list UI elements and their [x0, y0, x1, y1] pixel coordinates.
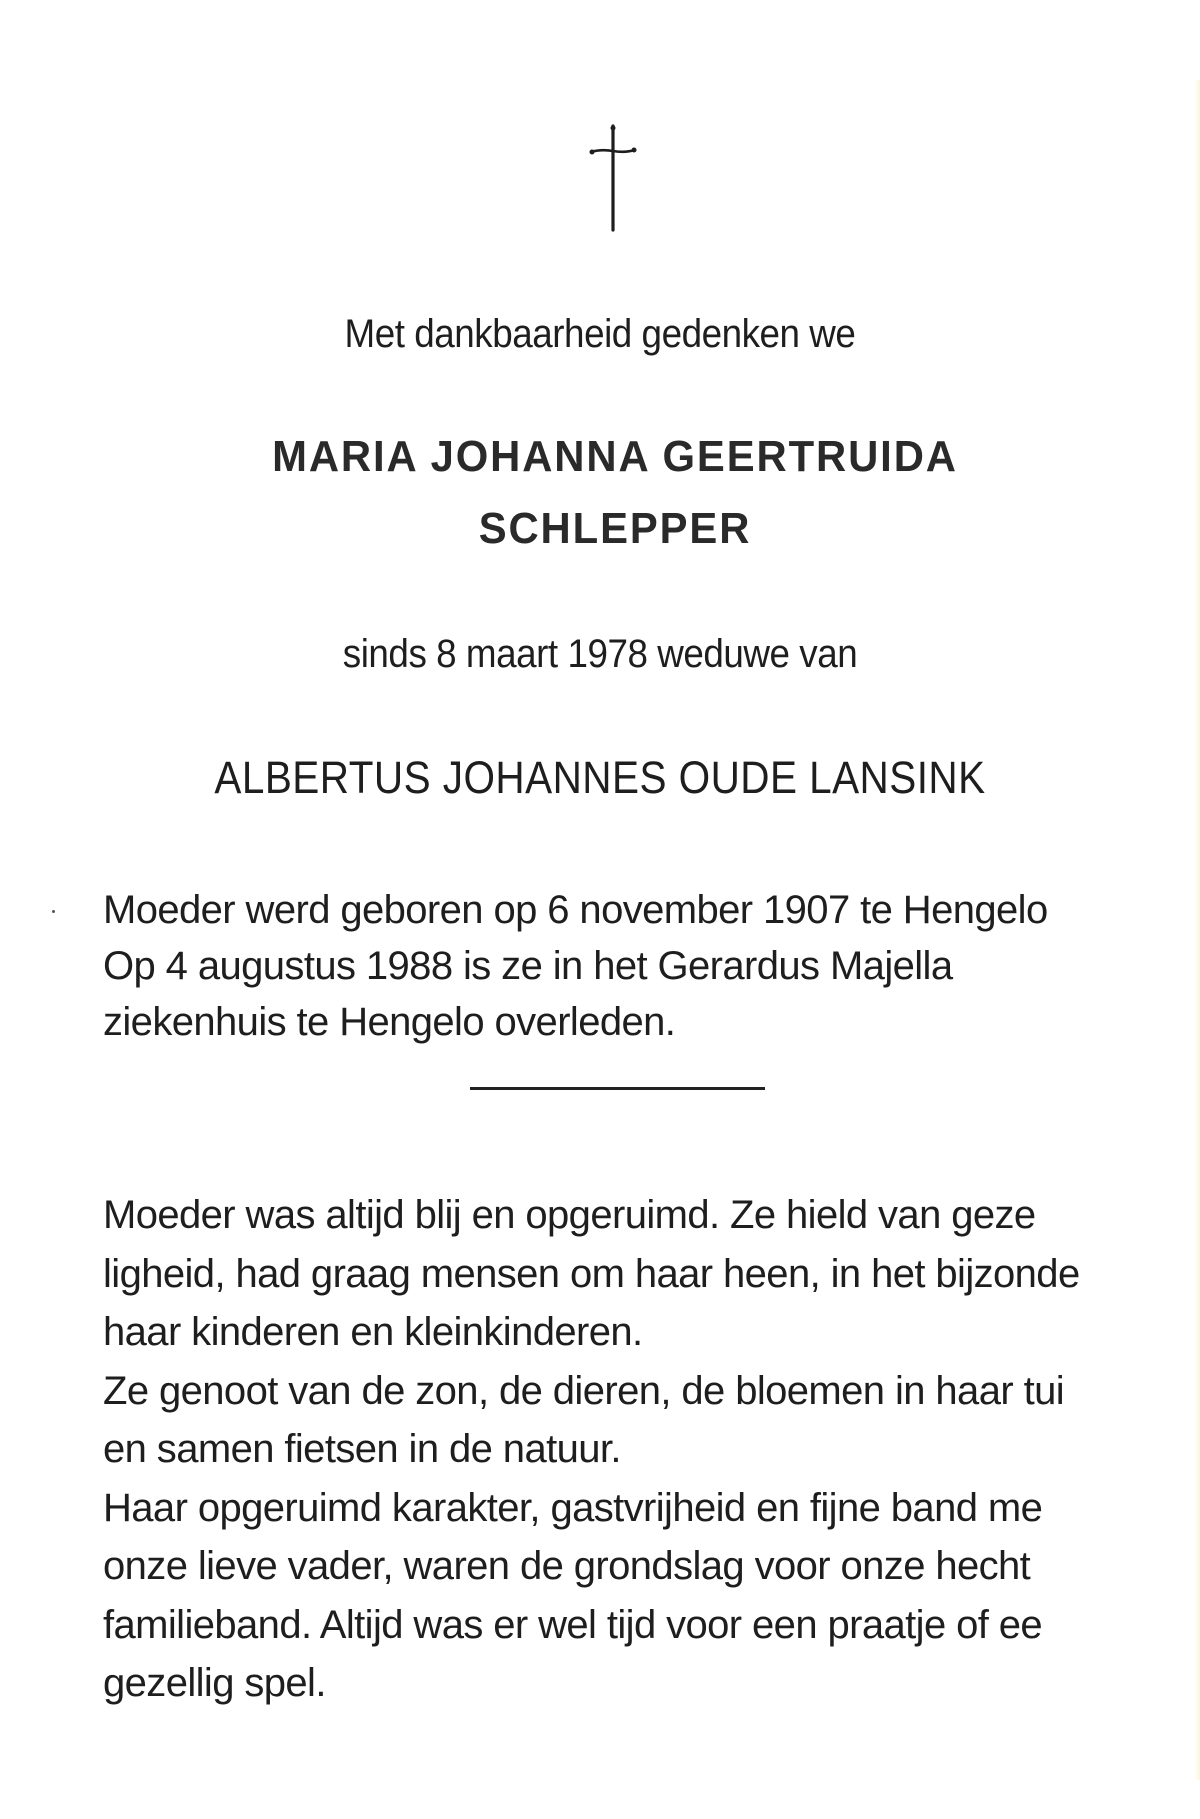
paragraph-line: en samen fietsen in de natuur. [103, 1427, 621, 1471]
widow-since-line: sinds 8 maart 1978 weduwe van [342, 632, 858, 676]
paragraph-line: Moeder werd geboren op 6 november 1907 te Hengelo [103, 888, 1048, 932]
paragraph-line: onze lieve vader, waren de grondslag voor onze hecht [103, 1544, 1031, 1588]
paragraph-line: Op 4 augustus 1988 is ze in het Gerardus Majella [103, 944, 953, 988]
cross-icon [587, 122, 639, 232]
paragraph-line: Moeder was altijd blij en opgeruimd. Ze hield van geze [103, 1193, 1036, 1237]
paragraph-line: familieband. Altijd was er wel tijd voor een praatje of ee [103, 1602, 1043, 1647]
paragraph-line: haar kinderen en kleinkinderen. [103, 1310, 643, 1354]
intro-line: Met dankbaarheid gedenken we [344, 312, 856, 356]
husband-name: ALBERTUS JOHANNES OUDE LANSINK [214, 752, 986, 803]
deceased-name-surname: SCHLEPPER [478, 504, 752, 553]
card-edge-tint [1194, 80, 1200, 1780]
paragraph-line: gezellig spel. [103, 1661, 326, 1705]
paragraph-line: Ze genoot van de zon, de dieren, de bloemen in haar tui [103, 1368, 1065, 1413]
paragraph-line: Haar opgeruimd karakter, gastvrijheid en fijne band me [103, 1485, 1043, 1530]
deceased-name-first: MARIA JOHANNA GEERTRUIDA [272, 432, 958, 481]
paragraph-line: ziekenhuis te Hengelo overleden. [103, 1000, 676, 1044]
biography-paragraph [103, 1186, 1123, 1713]
speck [52, 910, 55, 913]
birth-death-paragraph [103, 882, 1123, 1050]
paragraph-line: ligheid, had graag mensen om haar heen, in het bijzonde [103, 1251, 1080, 1296]
divider-line [470, 1087, 765, 1090]
